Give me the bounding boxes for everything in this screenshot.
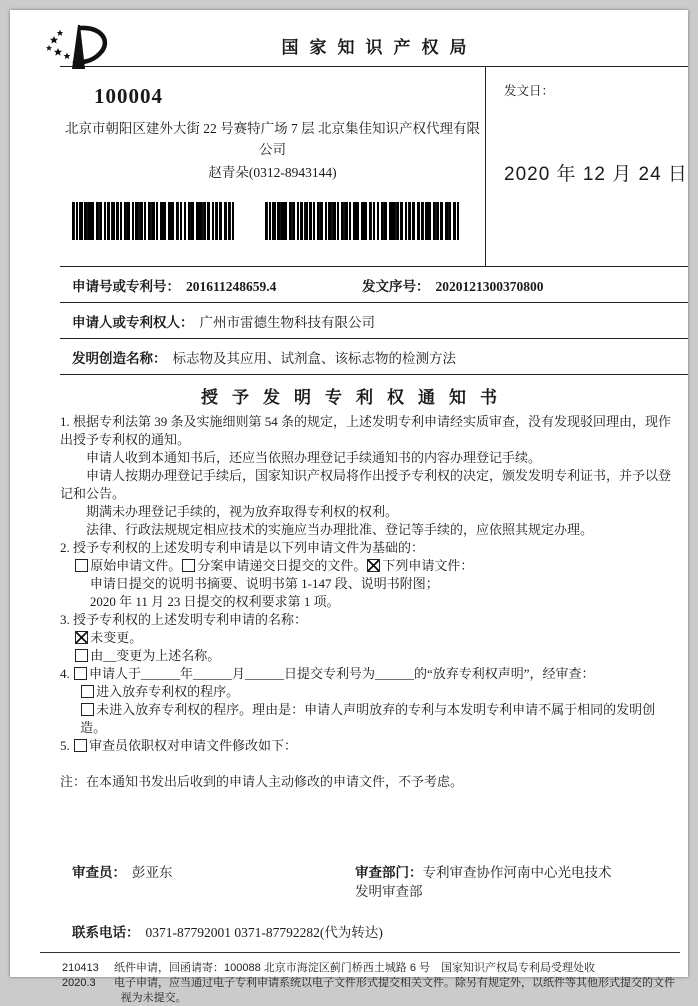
invention-title-label: 发明创造名称：	[72, 350, 167, 366]
notice-line: 5. 审查员依职权对申请文件修改如下：	[60, 738, 298, 753]
notice-line: 3. 授予专利权的上述发明专利申请的名称：	[60, 612, 308, 627]
meta-row-applicant	[60, 303, 688, 339]
contact-phone-label: 联系电话：	[72, 925, 140, 940]
checkbox-unchecked-icon	[75, 649, 88, 662]
checkbox-unchecked-icon	[182, 559, 195, 572]
contact-phone-value: 0371-87792001 0371-87792282(代为转达)	[145, 925, 383, 940]
notice-line: 注：在本通知书发出后收到的申请人主动修改的申请文件，不予考虑。	[60, 774, 464, 789]
issue-date-value: 2020 年 12 月 24 日	[504, 164, 688, 185]
notice-line: 原始申请文件。 分案申请递交日提交的文件。 下列申请文件：	[60, 557, 676, 575]
notice-line: 由__变更为上述名称。	[60, 647, 676, 665]
recipient-address: 北京市朝阳区建外大街 22 号赛特广场 7 层 北京集佳知识产权代理有限公司	[64, 121, 481, 157]
mail-address-cell	[60, 67, 485, 266]
issue-date-cell	[485, 67, 688, 266]
checkbox-unchecked-icon	[81, 703, 94, 716]
serial-number-value: 2020121300370800	[435, 278, 544, 294]
notice-line: 4. 申请人于______年______月______日提交专利号为______的“放弃专利权声明”，经审查：	[60, 666, 595, 681]
notice-line: 法律、行政法规规定相应技术的实施应当办理批准、登记等手续的，应依照其规定办理。	[86, 522, 594, 537]
form-date: 2020.3	[62, 977, 96, 989]
mail-date-table	[60, 67, 688, 267]
examiner-value: 彭亚东	[132, 865, 173, 880]
notice-line: 申请人按期办理登记手续后，国家知识产权局将作出授予专利权的决定，颁发发明专利证书，并予以登记和公告。	[60, 468, 672, 501]
issue-date-label: 发文日：	[504, 84, 555, 98]
applicant-value: 广州市雷德生物科技有限公司	[199, 314, 375, 330]
form-code-block	[40, 961, 114, 1006]
notice-line: 未变更。	[60, 629, 676, 647]
invention-title-value: 标志物及其应用、试剂盒、该标志物的检测方法	[172, 350, 456, 366]
review-department-value: 专利审查协作河南中心光电技术发明审查部	[355, 865, 612, 899]
footer-notes	[114, 961, 680, 1006]
notice-line: 申请人收到本通知书后，还应当依照办理登记手续通知书的内容办理登记手续。	[86, 450, 542, 465]
notice-body	[60, 413, 676, 791]
contact-phone-field	[60, 923, 676, 942]
patent-notice-page	[10, 10, 688, 1004]
checkbox-unchecked-icon	[74, 667, 87, 680]
application-number-label: 申请号或专利号：	[72, 278, 180, 294]
notice-line: 申请日提交的说明书摘要、说明书第 1-147 段、说明书附图；	[89, 576, 439, 591]
review-block	[60, 863, 676, 942]
examiner-label: 审查员：	[72, 865, 126, 880]
examiner-field	[60, 863, 355, 901]
checkbox-unchecked-icon	[75, 559, 88, 572]
notice-line: 期满未办理登记手续的，视为放弃取得专利权的权利。	[86, 504, 399, 519]
review-department-label: 审查部门：	[355, 865, 423, 880]
form-code: 210413	[62, 962, 99, 974]
sipo-logo-icon	[46, 22, 112, 72]
meta-row-invention	[60, 339, 688, 375]
barcode	[265, 202, 459, 240]
footer-note-paper: 纸件申请，回函请寄：100088 北京市海淀区蓟门桥西土城路 6 号 国家知识产权局专利局受理处收	[114, 962, 595, 974]
checkbox-checked-icon	[367, 559, 380, 572]
notice-title: 授予发明专利权通知书	[201, 388, 511, 407]
application-number-value: 201611248659.4	[186, 278, 277, 294]
checkbox-unchecked-icon	[81, 685, 94, 698]
org-name: 国家知识产权局	[281, 38, 478, 57]
barcode	[72, 202, 234, 240]
notice-line	[60, 755, 676, 773]
footer-note-electronic: 电子申请，应当通过电子专利申请系统以电子文件形式提交相关文件。除另有规定外，以纸件等其他形式提交的文件视为未提交。	[114, 977, 675, 1004]
notice-line: 未进入放弃专利权的程序。理由是：申请人声明放弃的专利与本发明专利申请不属于相同的发明创造。	[80, 702, 656, 735]
review-department-field	[355, 863, 617, 901]
document-header	[60, 10, 688, 67]
application-number-field	[72, 275, 362, 295]
postal-code: 100004	[94, 84, 163, 108]
meta-row-numbers	[60, 267, 688, 303]
barcode-row	[72, 202, 485, 240]
notice-line: 2020 年 11 月 23 日提交的权利要求第 1 项。	[89, 594, 340, 609]
page-footer	[40, 952, 680, 1006]
applicant-label: 申请人或专利权人：	[72, 314, 194, 330]
notice-line: 2. 授予专利权的上述发明专利申请是以下列申请文件为基础的：	[60, 540, 425, 555]
serial-number-label: 发文序号：	[362, 278, 430, 294]
notice-line: 进入放弃专利权的程序。	[60, 683, 676, 701]
recipient-contact: 赵青朵(0312-8943144)	[208, 165, 337, 180]
checkbox-unchecked-icon	[74, 739, 87, 752]
serial-number-field	[362, 275, 544, 295]
checkbox-checked-icon	[75, 631, 88, 644]
notice-line: 1. 根据专利法第 39 条及实施细则第 54 条的规定，上述发明专利申请经实质审查，没有发现驳回理由，现作出授予专利权的通知。	[60, 414, 672, 447]
